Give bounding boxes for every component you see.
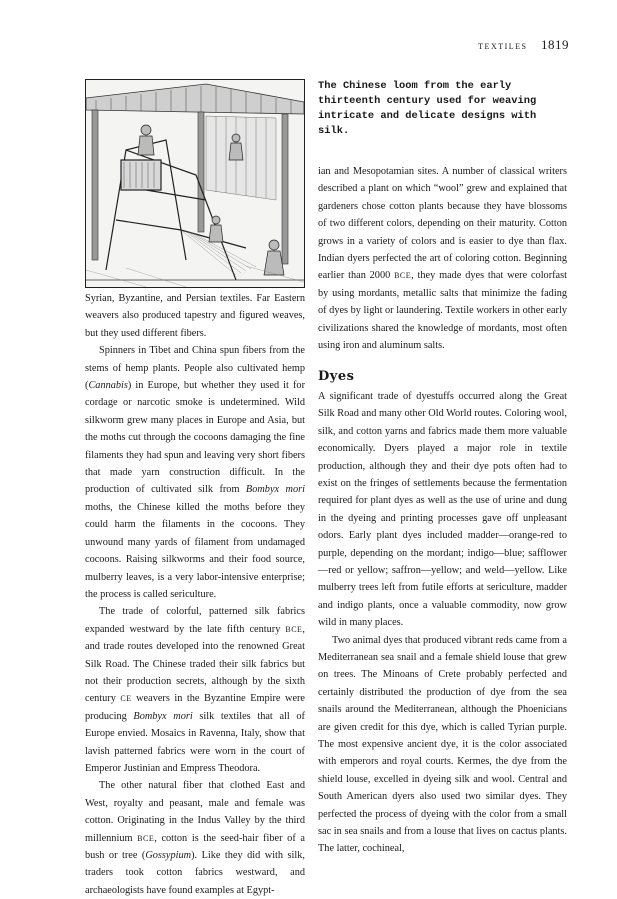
section-title: textiles [478, 40, 528, 52]
loom-drawing [86, 80, 304, 287]
right-column [318, 163, 567, 858]
paragraph: Two animal dyes that produced vibrant reds came from a Mediterranean sea snail and a female shield louse that grew on trees. The Minoans of Crete probably perfected and certainly distributed the production of dye from the sea snails around the Mediterranean, although the Phoenicians are given credit for this dye, which is called Tyrian purple. The most expensive ancient dye, it is the color associated with emperors and royal courts. Kermes, the dye from the shield louse, excelled in dyeing silk and wool. Central and South American dyers also used two similar dyes. They perfected the process of dyeing with the color from a small sac in sea snails and from a louse that lives on cactus plants. The latter, cochineal, [318, 634, 567, 855]
running-header [478, 37, 569, 53]
loom-illustration [85, 79, 305, 288]
paragraph: The trade of colorful, patterned silk fabrics expanded westward by the late fifth century BCE, and trade routes developed into the renowned Great Silk Road. The Chinese traded their silk fabrics but not their production secrets, although by the sixth century CE weavers in the Byzantine Empire were producing Bombyx mori silk textiles that all of Europe envied. Mosaics in Ravenna, Italy, show that lavish patterned fabrics were worn in the court of Emperor Justinian and Empress Theodora. [85, 606, 306, 774]
paragraph: The other natural fiber that clothed East and West, royalty and peasant, male and female was cotton. Originating in the Indus Valley by the third millennium BCE, cotton is the seed-hair fiber of a bush or tree (Gossypium). Like they did with silk, traders took cotton fabrics westward, and archaeologists have found examples at Egypt- [85, 780, 305, 896]
left-column [85, 290, 305, 899]
paragraph: Syrian, Byzantine, and Persian textiles. Far Eastern weavers also produced tapestry and figured weaves, but they used different fibers. [85, 293, 305, 339]
paragraph: Spinners in Tibet and China spun fibers from the stems of hemp plants. People also cultivated hemp (Cannabis) in Europe, but whether they used it for cordage or narcotic smoke is undetermined. Wild silkworm grew many places in Europe and Asia, but the moths cut through the cocoons damaging the fine filaments they had spun and leaving very short fibers that made yarn construction difficult. In the production of cultivated silk from Bombyx mori moths, the Chinese killed the moths before they could harm the filaments in the cocoons. They unwound many yards of filament from undamaged cocoons. Raising silkworms and their food source, mulberry leaves, is a very labor-intensive enterprise; the process is called sericulture. [85, 345, 305, 600]
paragraph: A significant trade of dyestuffs occurred along the Great Silk Road and many other Old World routes. Coloring wool, silk, and cotton yarns and fabrics made them more valuable economically. Dyers played a major role in textile production, although they and their dye pots often had to exist on the fringes of settlements because the fermentation required for plant dyes as well as the use of urine and dung in the dyeing and printing processes gave off unpleasant odors. Early plant dyes included madder—orange-red to purple, depending on the mordant; indigo—blue; safflower—red or yellow; saffron—yellow; and weld—yellow. Like mulberry trees left from futile efforts at sericulture, madder and indigo plants, once a valuable commodity, now grow wild in many places. [318, 390, 567, 629]
figure-caption: The Chinese loom from the early thirteenth century used for weaving intricate and delicate designs with silk. [318, 80, 537, 137]
section-heading: Dyes [318, 369, 355, 385]
paragraph: ian and Mesopotamian sites. A number of classical writers described a plant on which “wool” grew and explained that gardeners chose cotton plants because they have blossoms of two different colors, depending on their maturity. Cotton grows in a variety of colors and is easier to dye than flax. Indian dyers perfected the art of coloring cotton. Beginning earlier than 2000 BCE, they made dyes that were colorfast by using mordants, metallic salts that minimize the fading of dyes by light or laundering. Textile workers in other early civilizations shared the knowledge of mordants, most often using iron and aluminum salts. [318, 166, 567, 352]
page-number: 1819 [541, 37, 569, 52]
